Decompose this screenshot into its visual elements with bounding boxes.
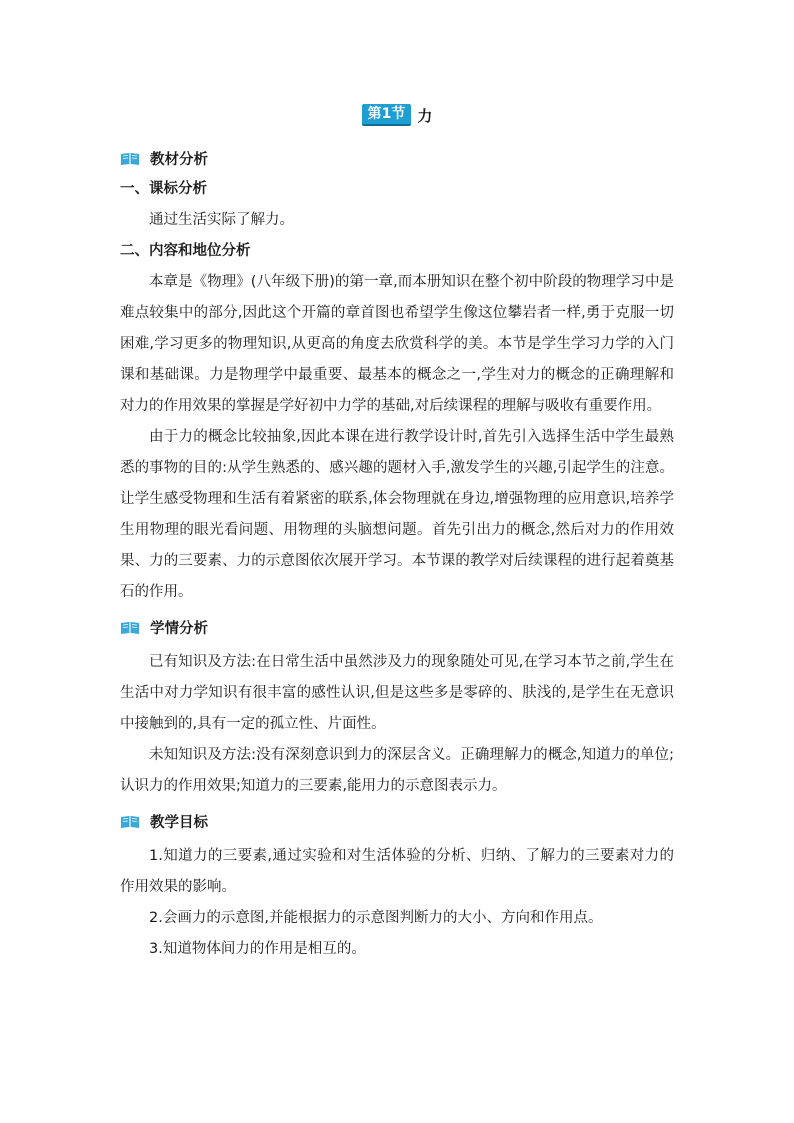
section-heading-textbook-analysis (120, 143, 674, 174)
section-heading-teaching-goals (120, 806, 674, 837)
section-title: 教材分析 (150, 152, 208, 168)
document-body (120, 143, 674, 965)
lesson-title (0, 104, 794, 126)
paragraph: 2.会画力的示意图,并能根据力的示意图判断力的大小、方向和作用点。 (149, 910, 603, 926)
paragraph: 1.知道力的三要素,通过实验和对生活体验的分析、归纳、了解力的三要素对力的作用效果的影响。 (120, 848, 674, 895)
section-heading-learner-analysis (120, 612, 674, 643)
subsection-heading: 二、内容和地位分析 (120, 243, 251, 259)
section-title: 教学目标 (150, 815, 208, 831)
paragraph: 本章是《物理》(八年级下册)的第一章,而本册知识在整个初中阶段的物理学习中是难点较集中的部分,因此这个开篇的章首图也希望学生像这位攀岩者一样,勇于克服一切困难,学习更多的物理知识,从更高的角度去欣赏科学的美。本节是学生学习力学的入门课和基础课。力是物理学中最重要、最基本的概念之一,学生对力的概念的正确理解和对力的作用效果的掌握是学好初中力学的基础,对后续课程的理解与吸收有重要作用。 (120, 274, 674, 414)
book-icon (120, 814, 140, 830)
book-icon (120, 620, 140, 636)
paragraph: 通过生活实际了解力。 (149, 212, 294, 228)
paragraph: 3.知道物体间力的作用是相互的。 (149, 941, 366, 957)
section-title: 学情分析 (150, 621, 208, 637)
page-title: 力 (417, 106, 433, 125)
paragraph: 已有知识及方法:在日常生活中虽然涉及力的现象随处可见,在学习本节之前,学生在生活中对力学知识有很丰富的感性认识,但是这些多是零碎的、肤浅的,是学生在无意识中接触到的,具有一定的孤立性、片面性。 (120, 654, 674, 732)
book-icon (120, 151, 140, 167)
subsection-heading: 一、课标分析 (120, 181, 207, 197)
section-badge: 第1节 (362, 104, 412, 126)
paragraph: 由于力的概念比较抽象,因此本课在进行教学设计时,首先引入选择生活中学生最熟悉的事物的目的:从学生熟悉的、感兴趣的题材入手,激发学生的兴趣,引起学生的注意。让学生感受物理和生活有着紧密的联系,体会物理就在身边,增强物理的应用意识,培养学生用物理的眼光看问题、用物理的头脑想问题。首先引出力的概念,然后对力的作用效果、力的三要素、力的示意图依次展开学习。本节课的教学对后续课程的进行起着奠基石的作用。 (120, 429, 674, 600)
paragraph: 未知知识及方法:没有深刻意识到力的深层含义。正确理解力的概念,知道力的单位;认识力的作用效果;知道力的三要素,能用力的示意图表示力。 (120, 747, 674, 794)
